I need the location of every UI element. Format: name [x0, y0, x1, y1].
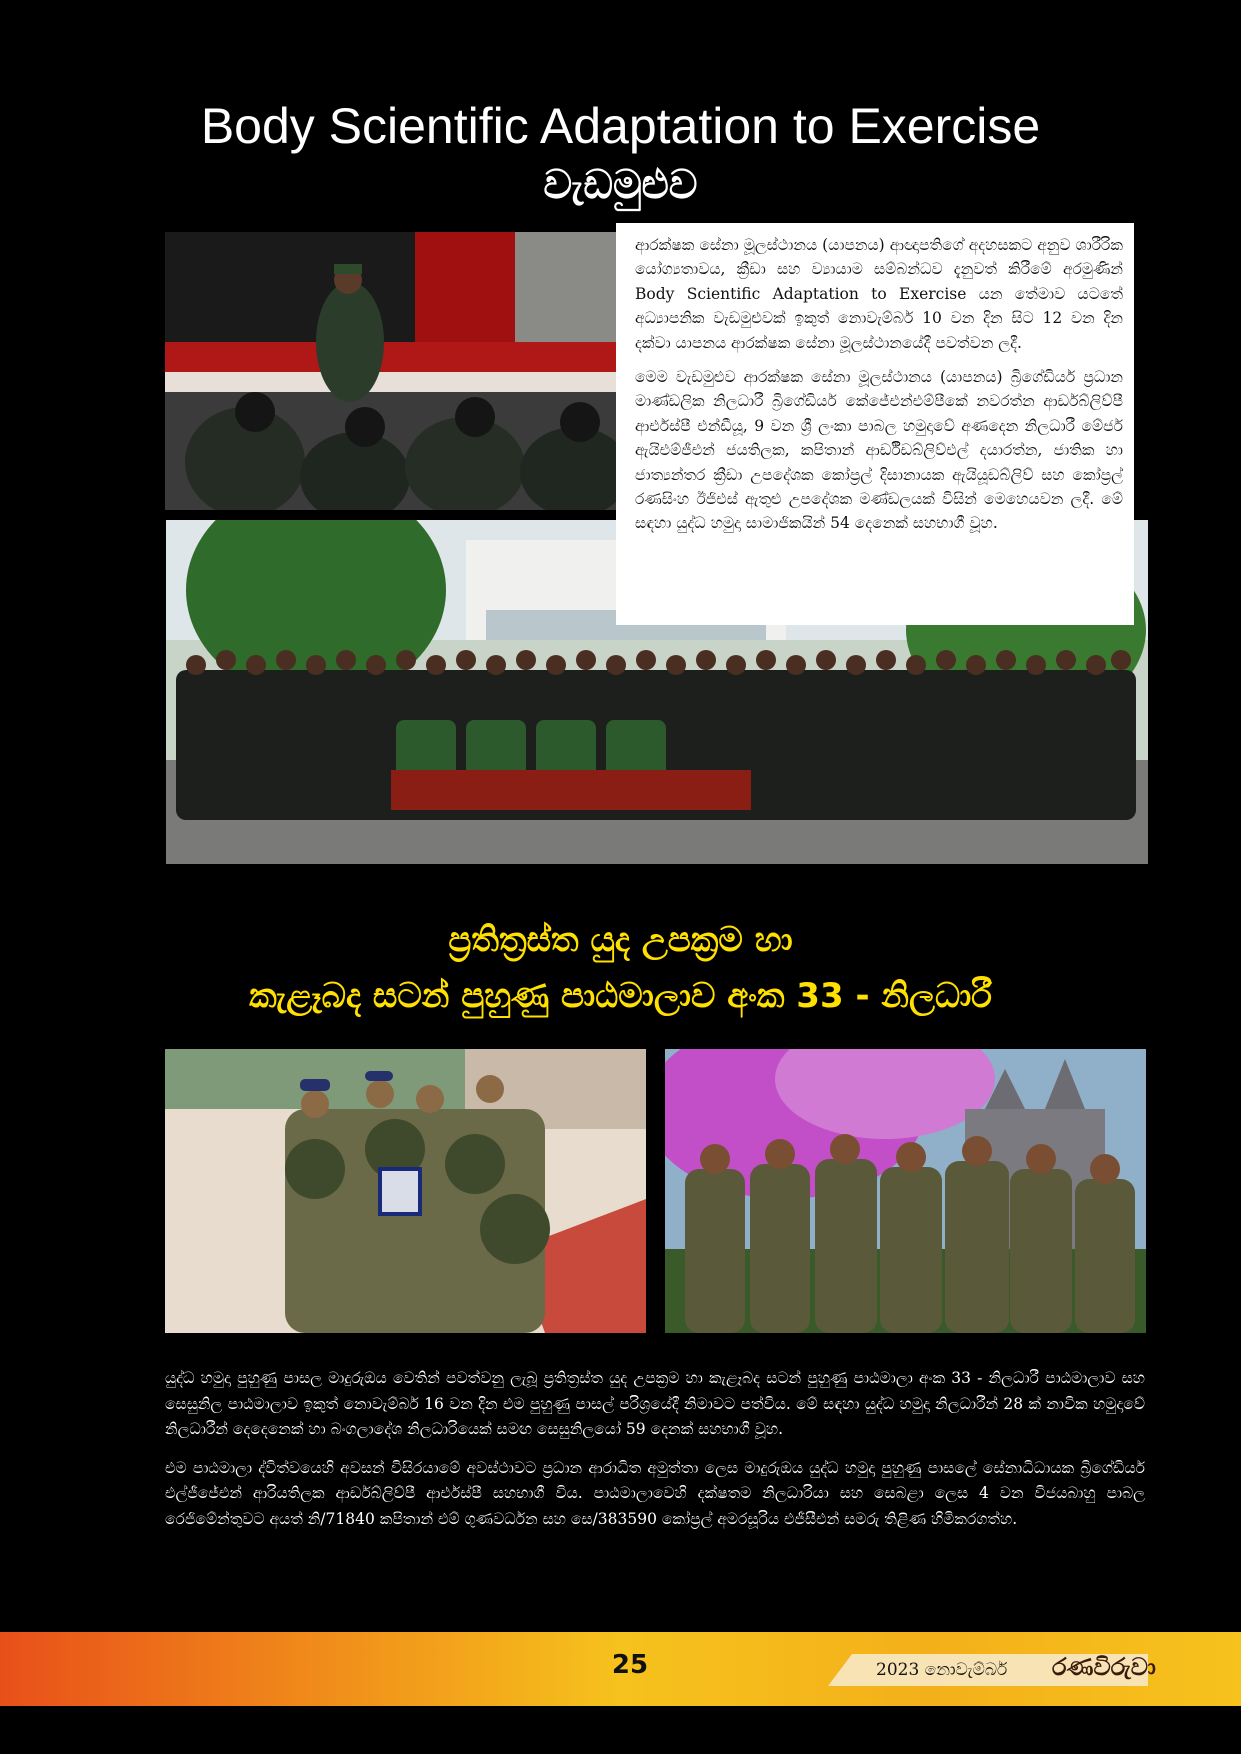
headline-line-1: ප්‍රතිත්‍රස්ත යුද උපක්‍රම හා — [448, 920, 793, 960]
body-paragraph: යුද්ධ හමුදා පුහුණු පාසල මාදුරුඔය වෙතින් පවත්වනු ලැබූ ප්‍රතිත්‍රස්ත යුද උපක්‍රම හා කැළෑබද සටන් පුහුණු පාඨමාලා අංක 33 - නිලධාරී පාඨමාලාව සහ සෙසුනිල පාඨමාලාව ඉකුත් නොවැම්බර් 16 වන දින එම පුහුණු පාසල් පරිශ්‍රයේදී නිමාවට පත්විය. මේ සඳහා යුද්ධ හමුදා නිලධාරීන් 28 ක් නාවික හමුදාවේ නිලධාරීන් දෙදෙනෙක් හා බංගලාදේශ නිලධාරියෙක් සමඟ සෙසුනිලයෝ 59 දෙනක් සහභාගී වූහ. — [165, 1369, 1145, 1438]
award-ceremony-photo — [165, 1049, 646, 1333]
second-article-headline — [0, 912, 1241, 1024]
article-text-box — [616, 223, 1134, 625]
magazine-logo: රණවිරුවා — [1052, 1653, 1156, 1681]
article-paragraph: මෙම වැඩමුළුව ආරක්ෂක සේනා මූලස්ථානය (යාපනය) බ්‍රිගේඩියර් ප්‍රධාන මාණ්ඩලික නිලධාරී බ්‍රිගේඩියර් කේජේඑන්එම්පීකේ නවරත්න ආර්ඩබ්ලිව්පී ආර්එස්පී එන්ඩීයූ, 9 වන ශ්‍රී ලංකා පාබල හමුදාවේ අණදෙන නිලධාරී මේජර් ඇයිඑම්ජීඑන් ජයතිලක, කපිතාන් ආර්ඩීඩබ්ලිව්එල් දයාරත්න, ජාතික හා ජාත්‍යන්තර ක්‍රීඩා උපදේශක කෝප්‍රල් දිසානායක ඇයියූඩබ්ලිව් සහ කෝප්‍රල් රණසිංහ ඊජිඑස් ඇතුළු උපදේශක මණ්ඩලයක් විසින් මෙහෙයවන ලදී. මේ සඳහා යුද්ධ හමුදා සාමාජිකයින් 54 දෙනෙක් සහභාගී වූහ. — [635, 368, 1123, 533]
article-title-english: Body Scientific Adaptation to Exercise — [200, 98, 1041, 154]
issue-date: 2023 නොවැම්බර් — [876, 1660, 1008, 1680]
headline-line-2: කැළෑබද සටන් පුහුණු පාඨමාලාව අංක 33 - නිලධාරී — [249, 976, 992, 1016]
article-paragraph: ආරක්ෂක සේනා මූලස්ථානය (යාපනය) ආඥාපතිගේ අදහසකට අනුව ශාරීරික යෝග්‍යතාවය, ක්‍රීඩා සහ ව්‍යායාම සම්බන්ධව දැනුවත් කිරීමේ අරමුණින් Body Scientific Adaptation to Exercise යන තේමාව යටතේ අධ්‍යාපනික වැඩමුළුවක් ඉකුත් නොවැම්බර් 10 වන දින සිට 12 වන දින දක්වා යාපනය ආරක්ෂක සේනා මූලස්ථානයේදී පවත්වන ලදී. — [635, 236, 1123, 352]
page-number: 25 — [611, 1650, 649, 1680]
body-paragraph: එම පාඨමාලා ද්විත්වයෙහි අවසන් විසිරයාමේ අවස්ථාවට ප්‍රධාන ආරාධිත අමුත්තා ලෙස මාදුරුඔය යුද්ධ හමුදා පුහුණු පාසලේ සේනාධිධායක බ්‍රිගේඩියර් එල්ජීජේඑන් ආරියතිලක ආර්ඩබ්ලිව්පී ආර්එස්පී සහභාගී විය. පාඨමාලාවෙහි දක්ෂතම නිලධාරියා සහ සෙබළා ලෙස 4 වන විජයබාහු පාබල රෙජිමේන්තුවට අයත් නි/71840 කපිතාන් එම් ගුණවර්ධන සහ සෙ/383590 කෝප්‍රල් අමරසූරිය එජීසීඑන් සමරු තිළිණ හිමිකරගත්හ. — [165, 1458, 1145, 1528]
second-article-body — [165, 1366, 1145, 1545]
lecture-photo — [165, 232, 616, 510]
soldiers-smoke-photo — [665, 1049, 1146, 1333]
article-title-sinhala: වැඩමුළුව — [543, 162, 698, 208]
